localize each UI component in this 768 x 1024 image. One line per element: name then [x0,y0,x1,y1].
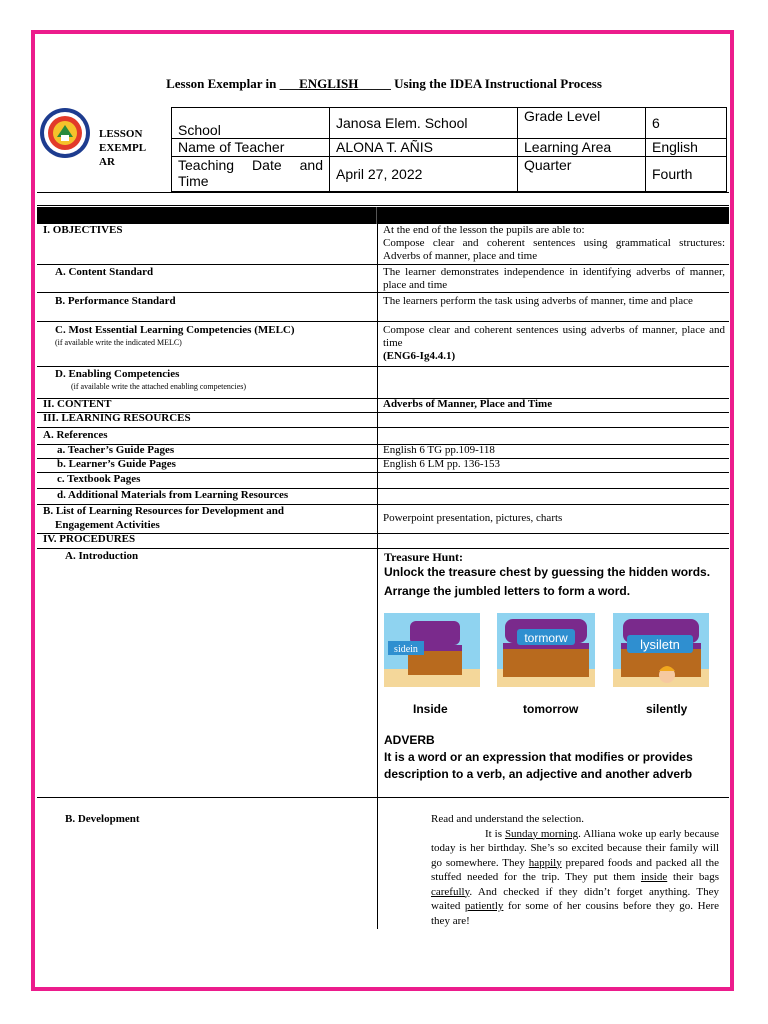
content-row [37,398,729,413]
lg-row [37,458,729,473]
content-standard-row [37,264,729,293]
references-label: A. References [43,429,108,441]
performance-standard-label: B. Performance Standard [55,295,176,307]
jumbled-word-3: lysiletn [640,637,680,652]
jumbled-word-2: tormorw [524,631,568,645]
teacher-label: Name of Teacher [172,139,330,157]
underline-patiently: patiently [464,900,504,912]
underline-happily: happily [528,856,562,869]
jumbled-word-1: sidein [394,644,418,655]
content-label: II. CONTENT [43,398,112,410]
melc-row [37,321,729,367]
teaching-date-value: April 27, 2022 [330,157,518,192]
title-suffix: _____ Using the IDEA Instructional Process [358,76,602,91]
tg-row [37,444,729,459]
introduction-label: A. Introduction [65,550,139,562]
list-resources-text: Powerpoint presentation, pictures, charts [383,512,563,524]
school-value: Janosa Elem. School [330,108,518,139]
tg-label: a. Teacher’s Guide Pages [57,444,175,456]
adverb-heading: ADVERB [384,733,435,747]
treasure-chest-image-1 [384,613,480,687]
objectives-text: Compose clear and coherent sentences using grammatical structures: Adverbs of manner, place and time [383,237,725,262]
header-table [171,107,727,192]
lesson-exemplar-label: LESSON EXEMPL AR [99,128,146,168]
list-resources-label-2: Engagement Activities [55,519,160,531]
adverb-definition: It is a word or an expression that modifies or provides description to a verb, an adjective and another adverb [384,750,693,781]
treasure-chest-image-2 [497,613,595,687]
school-label: School [172,108,330,139]
lg-pages: English 6 LM pp. 136-153 [383,458,501,470]
school-seal-logo [39,107,91,159]
quarter-label: Quarter [518,157,646,192]
development-label: B. Development [65,813,140,825]
table-top-line [37,205,729,206]
learning-area-value: English [646,139,727,157]
treasure-chest-image-3 [613,613,709,687]
header-bar-divider [376,207,377,224]
references-row [37,427,729,445]
quarter-value: Fourth [646,157,727,192]
objectives-intro: At the end of the lesson the pupils are able to: [383,224,585,236]
grade-value: 6 [646,108,727,139]
treasure-hunt-title: Treasure Hunt: [384,550,464,564]
list-resources-row [37,504,729,534]
treasure-instruction-1: Unlock the treasure chest by guessing the hidden words. [384,565,711,579]
additional-row [37,488,729,505]
performance-standard-row [37,292,729,322]
content-standard-label: A. Content Standard [55,266,154,278]
answer-silently: silently [646,702,688,716]
section-header-bar [37,207,729,224]
textbook-row [37,472,729,489]
answer-tomorrow: tomorrow [523,702,579,716]
additional-label: d. Additional Materials from Learning Resources [57,489,289,501]
melc-code: (ENG6-Ig4.4.1) [383,350,456,362]
title-prefix: Lesson Exemplar in ___ [166,76,300,91]
lg-label: b. Learner’s Guide Pages [57,458,176,470]
objectives-label: I. OBJECTIVES [43,224,123,236]
learning-area-label: Learning Area [518,139,646,157]
performance-standard-text: The learners perform the task using adverbs of manner, time and place [383,295,693,307]
enabling-note: (if available write the attached enabling competencies) [71,382,247,391]
textbook-label: c. Textbook Pages [57,473,141,485]
list-resources-label: B. List of Learning Resources for Development and [43,505,284,517]
answer-inside: Inside [413,702,448,716]
melc-text: Compose clear and coherent sentences using adverbs of manner, place and time [383,324,725,349]
enabling-label: D. Enabling Competencies [55,368,180,380]
title-subject: ENGLISH [299,76,359,91]
underline-sunday-morning: Sunday morning [504,827,579,840]
procedures-row [37,533,729,549]
passage-intro: Read and understand the selection. [431,813,585,825]
melc-note: (if available write the indicated MELC) [55,338,182,347]
melc-label: C. Most Essential Learning Competencies (MELC) [55,324,295,336]
resources-label: III. LEARNING RESOURCES [43,412,191,424]
treasure-instruction-2: Arrange the jumbled letters to form a word. [384,584,631,598]
procedures-label: IV. PROCEDURES [43,533,136,545]
grade-label: Grade Level [518,108,646,139]
teaching-date-label: Teaching Date and Time [172,157,330,192]
teacher-value: ALONA T. AÑIS [330,139,518,157]
content-text: Adverbs of Manner, Place and Time [383,398,553,410]
enabling-row [37,366,729,399]
tg-pages: English 6 TG pp.109-118 [383,444,495,456]
resources-row [37,412,729,428]
underline-carefully: carefully [431,885,470,898]
divider-line [37,192,729,193]
underline-inside: inside [640,871,668,883]
reading-passage [431,812,719,928]
content-standard-text: The learner demonstrates independence in identifying adverbs of manner, place and time [383,266,725,291]
document-title [0,76,768,92]
passage-body: It is Sunday morning. Alliana woke up early because today is her birthday. She’s so excited because their family will go somewhere. They happily prepared foods and packed all the stuffed needed for the trip. They put them inside their bags carefully. And checked if they didn’t forget anything. They waited patiently for some of her cousins before they go. Here they are! [431,827,720,927]
objectives-row [37,224,729,265]
